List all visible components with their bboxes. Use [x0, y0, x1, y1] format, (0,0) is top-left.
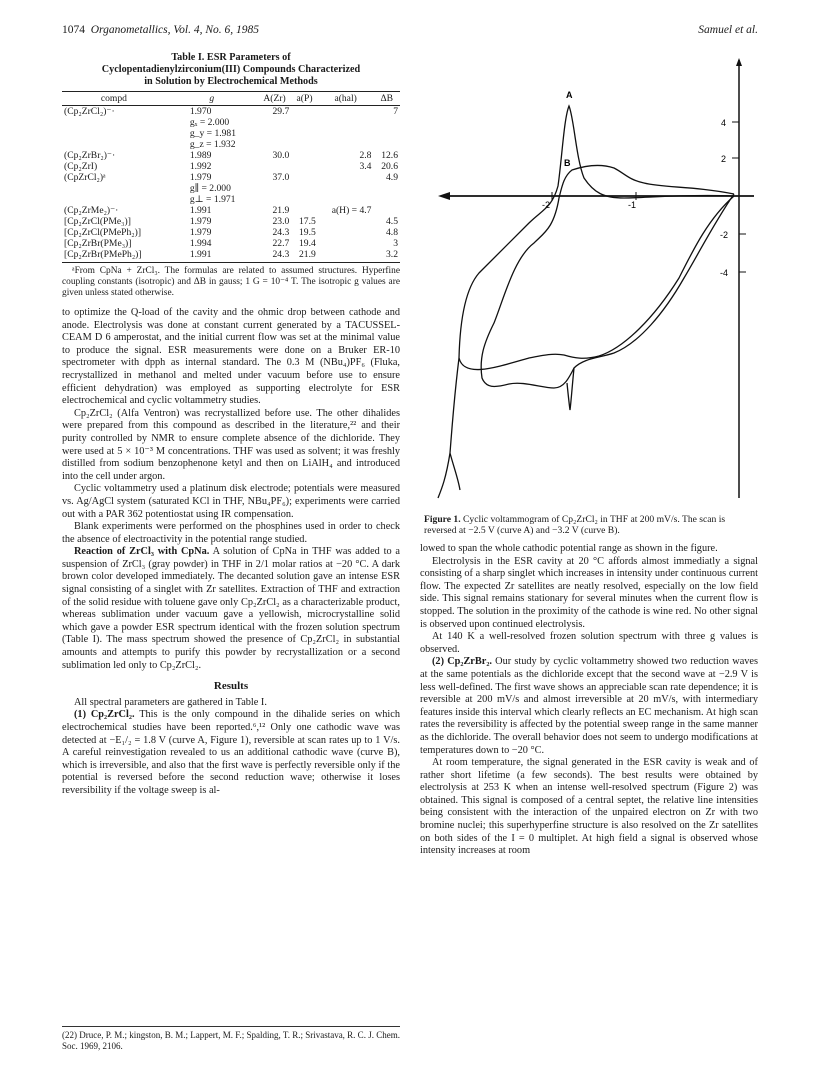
table-cell: 1.991 [166, 249, 258, 263]
table-cell [291, 139, 317, 150]
curve-a [459, 106, 734, 358]
col-header: a(P) [291, 92, 317, 106]
table-cell [318, 128, 374, 139]
table-cell: 22.7 [272, 238, 290, 249]
table-cell [291, 150, 317, 161]
col-header: a(hal) [318, 92, 374, 106]
paragraph: At 140 K a well-resolved frozen solution spectrum with three g values is observed. [420, 631, 758, 655]
table-cell [373, 117, 400, 128]
table-row [62, 106, 400, 118]
paragraph: Cyclic voltammetry used a platinum disk electrode; potentials were measured vs. Ag/AgCl system (saturated KCl in THF, NBu₄PF₆); experiments were carried out with a PAR 362 potentiostat using IR compensation. [62, 483, 400, 520]
curve-a-return [459, 196, 734, 370]
table-cell [62, 117, 166, 128]
esr-table [62, 91, 400, 263]
table-cell: 30.0 [272, 150, 290, 161]
curve-tail [438, 358, 460, 498]
y-tick-label: -2 [720, 230, 729, 240]
table-caption-line: Cyclopentadienylzirconium(III) Compounds Characterized [101, 64, 361, 75]
table-cell: gₓ = 2.000 [189, 117, 230, 128]
y-tick-label: -4 [720, 268, 729, 278]
table-cell [291, 106, 317, 118]
table-row [62, 194, 400, 205]
table-caption-line: in Solution by Electrochemical Methods [144, 76, 318, 87]
col-header: A(Zr) [258, 92, 292, 106]
table-cell [258, 128, 292, 139]
table-cell: 4.5 [386, 216, 398, 227]
paragraph: At room temperature, the signal generated in the ESR cavity is weak and of rather short lifetime (a few seconds). The best results were obtained by electrolysis at 253 K when an intense well-resolved spectrum (Figure 2) was obtained. This signal is composed of a central septet, the relative line intensities being consistent with the interaction of the unpaired electron on Zr with two bromine nuclei; this superhyperfine structure is also resolved on the Zr satellites on both sides of the I = 0 multiplet. At high field a signal is observed whose intensity increases at room [420, 757, 758, 857]
x-tick-label: -2 [542, 200, 551, 210]
table-cell: 37.0 [272, 172, 290, 183]
table-cell: 4.8 [386, 227, 398, 238]
y-tick-label: 2 [721, 154, 727, 164]
table-cell [373, 205, 400, 216]
x-tick-label: -1 [628, 200, 637, 210]
table-cell: (CpZrCl₂)ᵃ [64, 172, 106, 183]
table-cell [291, 194, 317, 205]
table-cell [62, 194, 166, 205]
y-tick-label: 4 [721, 118, 727, 128]
table-cell: (Cp₂ZrI) [64, 161, 98, 172]
table-cell [291, 172, 317, 183]
table-cell [258, 183, 292, 194]
table-cell [318, 216, 374, 227]
table-cell: 23.0 [272, 216, 290, 227]
table-cell: 3.2 [373, 249, 400, 263]
curve-b [481, 165, 734, 388]
table-cell [291, 161, 317, 172]
table-cell [291, 183, 317, 194]
table-row [62, 227, 400, 238]
footnote: (22) Druce, P. M.; kingston, B. M.; Lappert, M. F.; Spalding, T. R.; Srivastava, R. C. J. Chem. Soc. 1969, 2106. [62, 1026, 400, 1051]
cyclic-voltammogram-figure [424, 58, 760, 508]
table-cell [373, 183, 400, 194]
table-cell: 21.9 [291, 249, 317, 263]
table-cell: g∥ = 2.000 [189, 183, 231, 194]
table-cell: 1.970 [189, 106, 212, 117]
table-cell [258, 161, 292, 172]
table-cell [318, 227, 374, 238]
x-axis-arrow [438, 192, 450, 200]
paragraph: (1) Cp₂ZrCl₂. This is the only compound in the dihalide series on which electrochemical studies have been reported.⁶,¹² Only one cathodic wave was detected at −E₁/₂ = 1.8 V (curve A, Figure 1), reversible at scan rates up to 1 V/s. A careful reinvestigation revealed to us an additional cathodic wave (curve B), which is irreversible, and also that the first wave is perfectly reversible only if the potential is reversed before the second reduction wave; otherwise it loses reversibility if the voltage sweep is al- [62, 709, 400, 796]
table-cell [258, 139, 292, 150]
paragraph: Electrolysis in the ESR cavity at 20 °C affords almost immediatly a signal consisting of a sharp singlet which increases in intensity under continuous current flow. The expected Zr satellites are neatly resolved, especially on the low field side. This signal remains stationary for several minutes when the current flow is stopped. The solution in the proximity of the cathode is wine red. No other signal is observed upon continued electrolysis. [420, 555, 758, 630]
paragraph: Blank experiments were performed on the phosphines used in order to check the absence of electroactivity in the potential range studied. [62, 521, 400, 545]
table-cell: 19.4 [298, 238, 316, 249]
table-cell [291, 128, 317, 139]
paragraph: lowed to span the whole cathodic potential range as shown in the figure. [420, 543, 718, 554]
paragraph: All spectral parameters are gathered in Table I. [74, 696, 267, 708]
table-cell: 1.992 [189, 161, 212, 172]
table-cell [258, 117, 292, 128]
table-cell [291, 117, 317, 128]
left-paragraphs [62, 307, 400, 546]
table-cell: [Cp₂ZrBr(PMe₃)] [64, 238, 132, 249]
table-cell: a(H) = 4.7 [331, 205, 372, 216]
paragraph: to optimize the Q-load of the cavity and the ohmic drop between cathode and anode. Electrolysis was done at constant current generated by a TACUSSEL-CEAM D 6 amperostat, and the initial current flow was set at the minimal value to produce the signal. ESR measurements were done on a Bruker ER-10 spectrometer with dpph as internal standard. The 0.3 M (NBu₄)PF₆ (Fluka, recrystallized in methanol and melted under vacuum before use to ensure efficient dehydration) was employed as supporting electrolyte for ESR electrochemical and cyclic voltammetry studies. [62, 307, 400, 407]
table-footnote: ᵃFrom CpNa + ZrCl₃. The formulas are related to assumed structures. Hyperfine coupling constants (isotropic) and ΔB in gauss; 1 G = 10⁻⁴ T. The isotropic g values are given unless stated otherwise. [62, 266, 400, 298]
table-cell: (Cp₂ZrBr₂)⁻· [64, 150, 116, 161]
table-cell: (Cp₂ZrMe₂)⁻· [64, 205, 119, 216]
paragraph: (2) Cp₂ZrBr₂. Our study by cyclic voltammetry showed two reduction waves at the same potentials as the dichloride except that the second wave at −2.9 V is less well-defined. The first wave shows an appreciable scan rate dependence; it is reversible at 200 mV/s and almost irreversible at 20 mV/s, with intermediary features inside this interval which clearly reflects an EC mechanism. At high scan rates the reversibility is affected by the potential sweep range in the same manner as the dichloride. The overall behavior does not seem to undergo modifications at temperatures down to −20 °C. [420, 656, 758, 756]
table-cell: g⊥ = 1.971 [189, 194, 236, 205]
col-header: g [166, 92, 258, 106]
table-row [62, 117, 400, 128]
table-cell: 24.3 [272, 227, 290, 238]
table-cell [318, 117, 374, 128]
table-cell [62, 183, 166, 194]
table-cell [62, 128, 166, 139]
table-cell [318, 238, 374, 249]
table-row [62, 139, 400, 150]
table-cell [318, 183, 374, 194]
table-cell: (Cp₂ZrCl₂)⁻· [64, 106, 115, 117]
table-cell [318, 139, 374, 150]
table-cell: 20.6 [381, 161, 398, 172]
table-cell: 1.989 [189, 150, 212, 161]
right-paragraphs [420, 543, 758, 656]
table-row [62, 216, 400, 227]
col-header: ΔB [373, 92, 400, 106]
table-cell: [Cp₂ZrBr(PMePh₂)] [62, 249, 166, 263]
table-cell [258, 194, 292, 205]
table-cell [318, 172, 374, 183]
author-header: Samuel et al. [698, 24, 758, 36]
table-cell: 7 [393, 106, 398, 117]
curve-label-b: B [564, 158, 571, 168]
table-cell: 2.8 [359, 150, 372, 161]
table-cell: 17.5 [298, 216, 316, 227]
table-caption-line: Table I. ESR Parameters of [171, 52, 291, 63]
section-heading: Results [213, 680, 249, 693]
y-axis-arrow [736, 58, 742, 66]
curve-label-a: A [566, 90, 573, 100]
table-cell: 12.6 [381, 150, 398, 161]
left-column [62, 52, 400, 798]
table-cell [62, 139, 166, 150]
col-header: compd [62, 92, 166, 106]
table-cell: 29.7 [272, 106, 290, 117]
table-cell: 21.9 [272, 205, 290, 216]
paragraph: Cp₂ZrCl₂ (Alfa Ventron) was recrystallized before use. The other dihalides were prepared from this compound as described in the literature,²² and their purity controlled by NMR to ensure complete absence of the dichloride. They were used at 5 × 10⁻³ M concentrations. THF was used as solvent; it was freshly distilled from sodium benzophenone ketyl and then on LiAlH₄ and introduced into the cell under argon. [62, 407, 400, 482]
table-cell [318, 249, 374, 263]
table-cell [318, 106, 374, 118]
table-cell [318, 194, 374, 205]
table-cell: 1.979 [189, 216, 212, 227]
table-cell: g_z = 1.932 [189, 139, 236, 150]
table-cell: [Cp₂ZrCl(PMePh₂)] [64, 227, 142, 238]
figure-caption: Figure 1. Cyclic voltammogram of Cp₂ZrCl₂ in THF at 200 mV/s. The scan is reversed at −2.5 V (curve A) and −3.2 V (curve B). [424, 514, 726, 537]
table-cell: 4.9 [386, 172, 398, 183]
table-row [62, 172, 400, 183]
page-number-journal: 1074 Organometallics, Vol. 4, No. 6, 1985 [62, 24, 259, 36]
table-cell: 1.979 [189, 227, 212, 238]
table-row [62, 128, 400, 139]
table-cell [291, 205, 317, 216]
table-cell: 3 [393, 238, 398, 249]
table-cell [373, 139, 400, 150]
table-cell: 1.991 [189, 205, 212, 216]
paragraph: Reaction of ZrCl₃ with CpNa. A solution of CpNa in THF was added to a suspension of ZrCl₃ (gray powder) in THF in 2/1 molar ratios at −20 °C. A dark brown color developed immediately. The decanted solution gave an intense ESR signal consisting of a singlet with Zr satellites. Extraction of THF and extraction of the solid residue with toluene gave only Cp₂ZrCl₂ as a characterizable product, whereas sublimation under vacuum gave a yellowish, microcrystalline solid which gave a powder ESR spectrum identical with the frozen solution spectrum (Table I). The mass spectrum showed the presence of Cp₂ZrCl₂ in substantial amounts and attempts to purify this powder by recrystallization or a second sublimation led only to Cp₂ZrCl₂. [62, 546, 400, 671]
table-row [62, 183, 400, 194]
right-column [420, 543, 758, 858]
table-row [62, 249, 400, 263]
table-cell: 1.994 [189, 238, 212, 249]
table-cell [373, 128, 400, 139]
table-cell: 3.4 [359, 161, 372, 172]
table-cell: g_y = 1.981 [189, 128, 237, 139]
table-cell: 24.3 [258, 249, 292, 263]
table-cell [373, 194, 400, 205]
table-cell: 19.5 [298, 227, 316, 238]
table-cell: [Cp₂ZrCl(PMe₃)] [64, 216, 131, 227]
table-caption [62, 52, 400, 88]
table-row [62, 150, 400, 161]
table-row [62, 205, 400, 216]
table-row [62, 238, 400, 249]
table-cell: 1.979 [189, 172, 212, 183]
table-row [62, 161, 400, 172]
